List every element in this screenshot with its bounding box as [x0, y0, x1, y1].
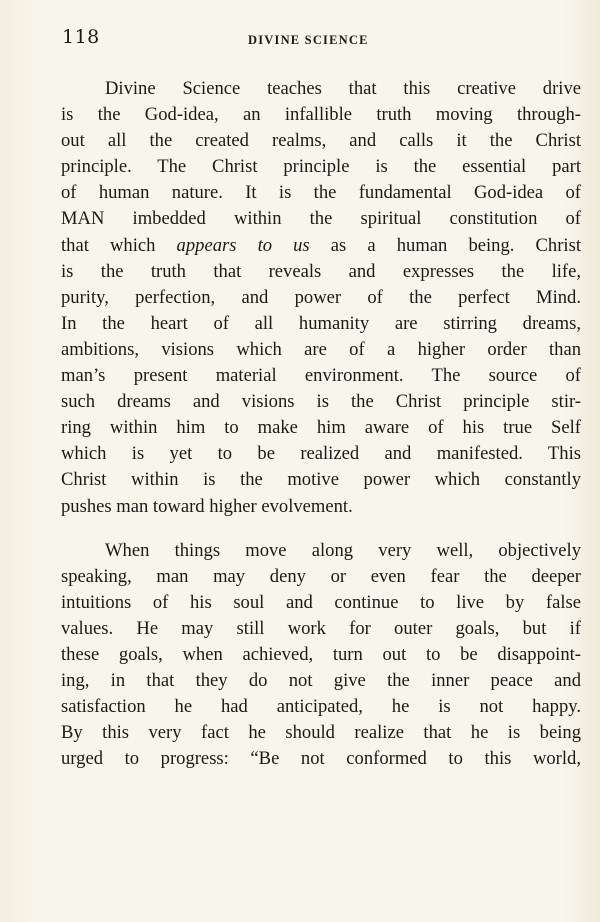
text-line [61, 76, 581, 102]
text-line [61, 337, 581, 363]
text-segment: ring within him to make him aware of his true Self [61, 417, 581, 439]
text-segment: satisfaction he had anticipated, he is not happy. [61, 696, 581, 718]
text-line [61, 564, 581, 590]
text-line [61, 285, 581, 311]
running-head: DIVINE SCIENCE [248, 33, 369, 47]
text-line [61, 128, 581, 154]
text-line [61, 441, 581, 467]
text-line [61, 694, 581, 720]
text-segment: as a human being. Christ [309, 234, 581, 256]
text-line [61, 180, 581, 206]
text-line [61, 233, 581, 259]
text-segment: Christ within is the motive power which constantly [61, 469, 581, 491]
text-line [61, 590, 581, 616]
text-line [61, 259, 581, 285]
text-segment: such dreams and visions is the Christ principle stir- [61, 391, 581, 413]
text-line [61, 494, 581, 520]
text-line [61, 415, 581, 441]
paragraph-2 [61, 538, 581, 773]
text-line [61, 102, 581, 128]
text-segment: intuitions of his soul and continue to live by false [61, 591, 581, 613]
text-segment: principle. The Christ principle is the essential part [61, 156, 581, 178]
text-segment: ambitions, visions which are of a higher order than [61, 338, 581, 360]
text-segment: which is yet to be realized and manifested. This [61, 443, 581, 465]
text-segment: that which [61, 234, 177, 256]
text-segment: urged to progress: “Be not conformed to this world, [61, 748, 581, 770]
text-segment: ing, in that they do not give the inner peace and [61, 670, 581, 692]
text-segment: MAN imbedded within the spiritual constitution of [61, 208, 581, 230]
text-segment: By this very fact he should realize that he is being [61, 722, 581, 744]
text-segment: When things move along very well, objectively [105, 539, 581, 561]
text-segment: is the God-idea, an infallible truth moving through- [61, 104, 581, 126]
text-segment: In the heart of all humanity are stirring dreams, [61, 312, 581, 334]
text-segment: speaking, man may deny or even fear the deeper [61, 565, 581, 587]
text-line [61, 642, 581, 668]
text-line [61, 746, 581, 772]
text-line [61, 206, 581, 232]
text-segment: out all the created realms, and calls it the Christ [61, 130, 581, 152]
text-line [61, 311, 581, 337]
paragraph-1 [61, 76, 581, 520]
text-segment: values. He may still work for outer goals, but if [61, 617, 581, 639]
text-line [61, 467, 581, 493]
text-line [61, 668, 581, 694]
text-line [61, 616, 581, 642]
text-segment: of human nature. It is the fundamental God-idea of [61, 182, 581, 204]
text-line [61, 538, 581, 564]
text-segment: these goals, when achieved, turn out to be disappoint- [61, 643, 581, 665]
text-line [61, 720, 581, 746]
italic-text: appears to us [176, 234, 310, 256]
text-segment: is the truth that reveals and expresses the life, [61, 260, 581, 282]
paragraph-gap [61, 520, 581, 538]
text-line [61, 389, 581, 415]
text-segment: pushes man toward higher evolvement. [61, 495, 353, 517]
text-segment: purity, perfection, and power of the perfect Mind. [61, 286, 581, 308]
text-line [61, 154, 581, 180]
text-line [61, 363, 581, 389]
text-segment: man’s present material environment. The source of [61, 365, 581, 387]
text-segment: Divine Science teaches that this creative drive [105, 78, 581, 99]
page-number: 118 [62, 26, 100, 48]
body-text [61, 76, 581, 772]
